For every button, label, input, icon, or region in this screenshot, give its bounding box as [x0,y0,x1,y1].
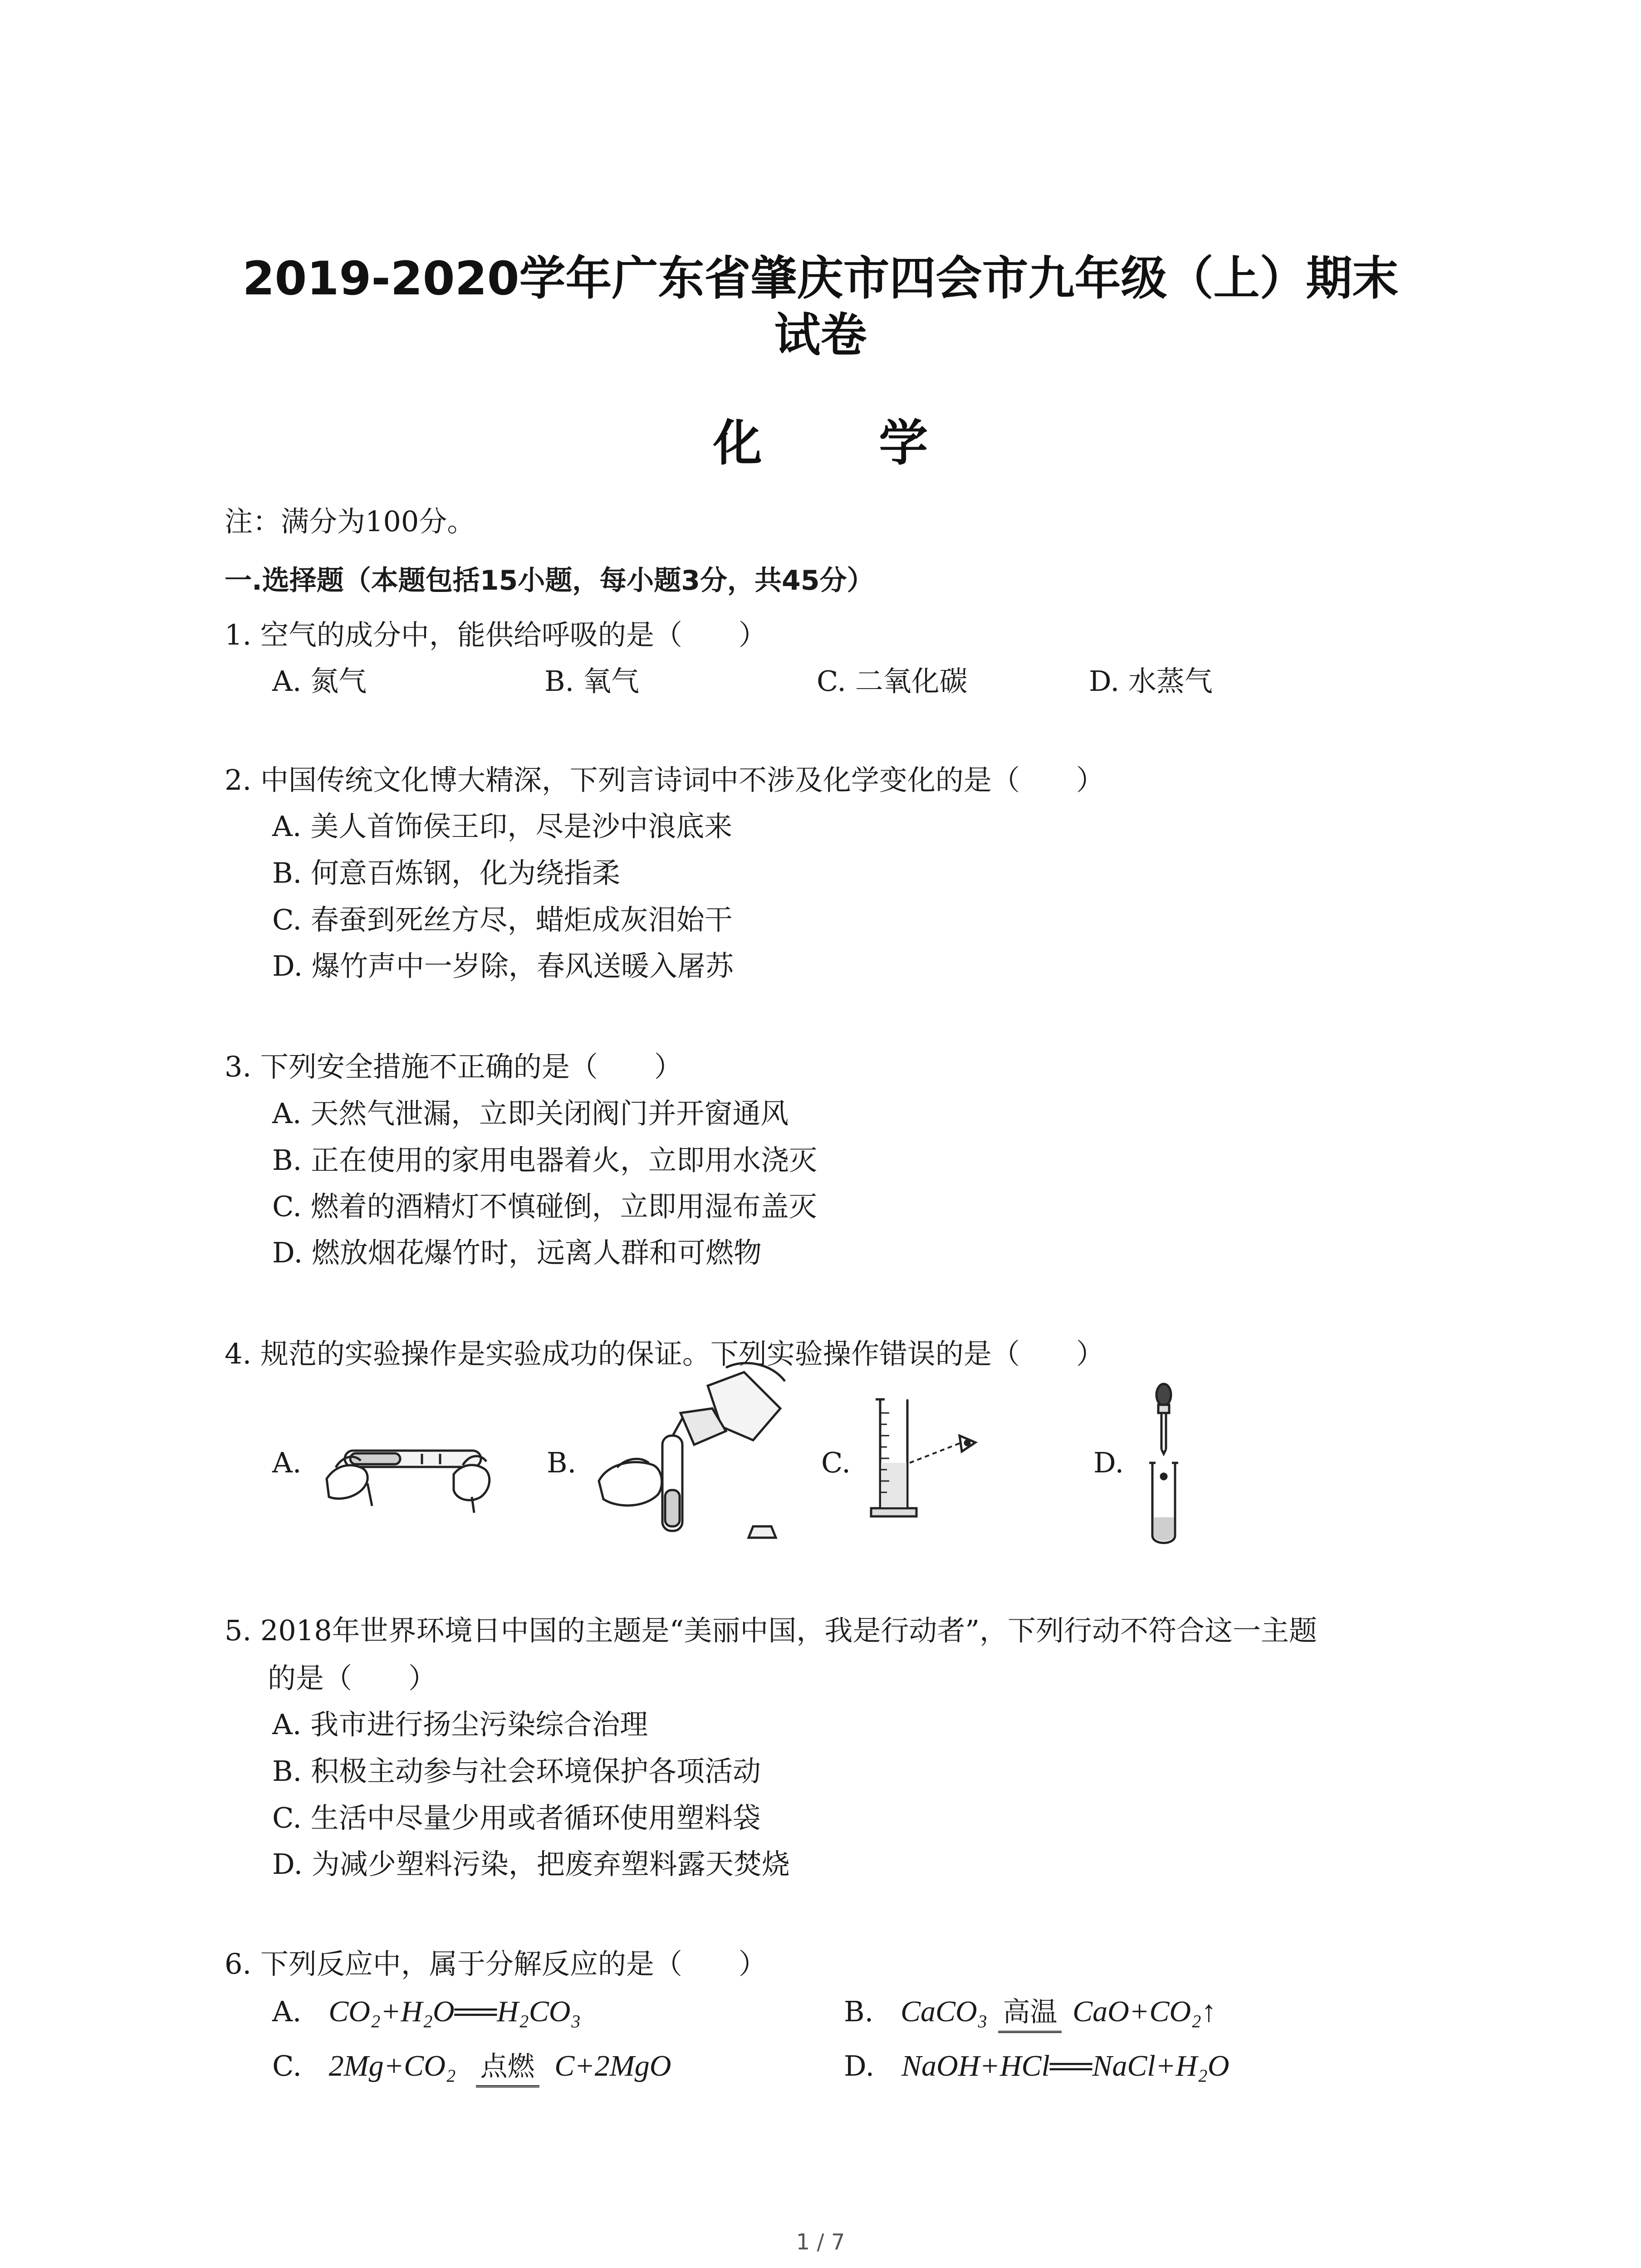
equation-b-product: CaO+CO₂↑ [1073,1995,1216,2028]
option-a: A. 美人首饰侯王印，尽是沙中浪底来 [272,810,733,843]
equation-c-product: C+2MgO [554,2049,671,2082]
question-5-stem-line2: 的是（ ） [268,1662,437,1695]
option-c [272,2048,671,2085]
equation-b-reactant: CaCO₃ [901,1995,988,2028]
question-3-stem: 3. 下列安全措施不正确的是（ ） [225,1050,682,1083]
figure-a-heating-tube-icon [318,1411,499,1515]
option-d: D. 爆竹声中一岁除，春风送暖入屠苏 [272,949,734,982]
exam-title-line1: 2019-2020学年广东省肇庆市四会市九年级（上）期末 [242,252,1399,306]
option-b [844,1994,1216,2030]
page-number: 1 / 7 [796,2229,845,2255]
option-b: B. 氧气 [544,665,639,698]
reaction-condition: 点燃 [474,2048,541,2085]
equation-c-reactant: 2Mg+CO₂ [328,2049,456,2082]
option-b: B. 积极主动参与社会环境保护各项活动 [272,1755,761,1788]
option-label: B. [844,1995,874,2028]
option-a: A. 天然气泄漏，立即关闭阀门并开窗通风 [272,1097,789,1130]
figure-d-dropper-icon [1136,1381,1191,1549]
subject-title: 化 学 [713,415,978,472]
question-6-stem: 6. 下列反应中，属于分解反应的是（ ） [225,1947,767,1980]
option-c: C. 春蚕到死丝方尽，蜡炬成灰泪始干 [272,903,733,936]
option-b: B. 何意百炼钢，化为绕指柔 [272,856,620,890]
equation-d: NaOH+HCl══NaCl+H₂O [901,2049,1230,2082]
option-label: C. [272,2049,302,2082]
reaction-condition: 高温 [996,1994,1063,2030]
figure-b-pouring-liquid-icon [590,1359,794,1549]
option-c: C. [821,1446,851,1479]
option-c: C. 燃着的酒精灯不慎碰倒，立即用湿布盖灭 [272,1190,817,1223]
figure-c-graduated-cylinder-icon [867,1395,1003,1531]
section-heading: 一.选择题（本题包括15小题，每小题3分，共45分） [225,565,874,596]
option-a: A. 我市进行扬尘污染综合治理 [272,1708,648,1741]
question-1-stem: 1. 空气的成分中，能供给呼吸的是（ ） [225,618,767,651]
option-d: D. 燃放烟花爆竹时，远离人群和可燃物 [272,1236,762,1269]
option-label: A. [272,1995,302,2028]
exam-title-line2: 试卷 [774,308,867,362]
option-c: C. 生活中尽量少用或者循环使用塑料袋 [272,1801,761,1834]
score-note: 注：满分为100分。 [225,505,475,538]
option-d [844,2048,1230,2084]
option-a: A. [272,1446,302,1479]
option-d: D. 为减少塑料污染，把废弃塑料露天焚烧 [272,1848,790,1881]
option-c: C. 二氧化碳 [817,665,968,698]
question-2-stem: 2. 中国传统文化博大精深，下列言诗词中不涉及化学变化的是（ ） [225,763,1104,797]
question-5-stem-line1: 5. 2018年世界环境日中国的主题是“美丽中国，我是行动者”，下列行动不符合这一主题 [225,1614,1318,1647]
question-4-stem: 4. 规范的实验操作是实验成功的保证。下列实验操作错误的是（ ） [225,1337,1104,1370]
option-label: D. [844,2049,875,2082]
option-b: B. 正在使用的家用电器着火，立即用水浇灭 [272,1144,817,1177]
option-d: D. [1093,1446,1124,1479]
equation-a: CO₂+H₂O══H₂CO₃ [328,1995,581,2028]
option-d: D. 水蒸气 [1089,665,1213,698]
option-a [272,1994,581,2030]
option-b: B. [547,1446,577,1479]
option-a: A. 氮气 [272,665,367,698]
